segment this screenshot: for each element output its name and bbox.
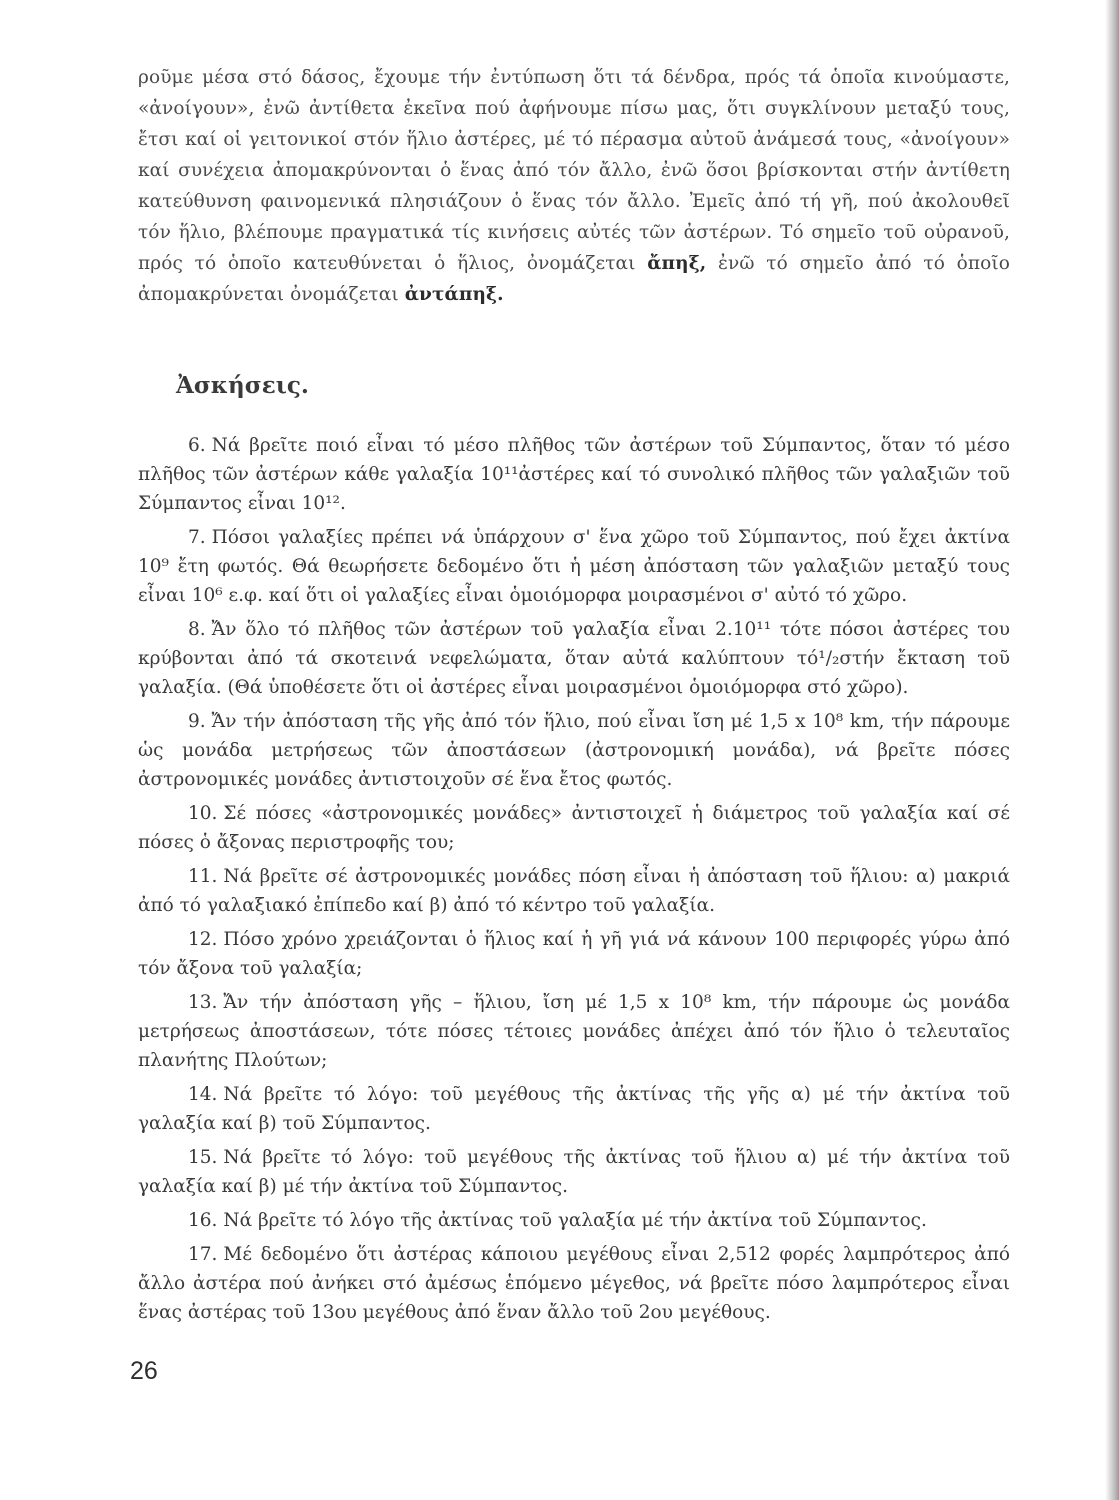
exercise-10 <box>138 799 1010 857</box>
exercise-11 <box>138 862 1010 920</box>
exercise-text: Μέ δεδομένο ὅτι ἀστέρας κάποιου μεγέθους εἶναι 2,512 φορές λαμπρότερος ἀπό ἄλλο ἀστέρα πού ἀνήκει στό ἀμέσως ἑπόμενο μέγεθος, νά βρεῖτε πόσο λαμπρότερος εἶναι ἕνας ἀστέρας τοῦ 13ου μεγέθους ἀπό ἕναν ἄλλο τοῦ 2ου μεγέθους. <box>138 1244 1010 1323</box>
exercise-16 <box>138 1206 1010 1235</box>
exercise-text: Νά βρεῖτε ποιό εἶναι τό μέσο πλῆθος τῶν ἀστέρων τοῦ Σύμπαντος, ὅταν τό μέσο πλῆθος τῶν ἀστέρων κάθε γαλαξία 10¹¹ἀστέρες καί τό συνολικό πλῆθος τῶν γαλαξιῶν τοῦ Σύμπαντος εἶναι 10¹². <box>138 435 1010 514</box>
exercise-number: 9. <box>188 711 206 732</box>
section-heading: Ἀσκήσεις. <box>176 372 309 399</box>
exercise-number: 13. <box>188 992 218 1013</box>
exercise-number: 8. <box>188 619 206 640</box>
exercise-number: 6. <box>188 435 206 456</box>
exercise-14 <box>138 1080 1010 1138</box>
exercise-text: Ἄν τήν ἀπόσταση τῆς γῆς ἀπό τόν ἥλιο, πού εἶναι ἴση μέ 1,5 x 10⁸ km, τήν πάρουμε ὡς μονάδα μετρήσεως τῶν ἀποστάσεων (ἀστρονομική μονάδα), νά βρεῖτε πόσες ἀστρονομικές μονάδες ἀντιστοιχοῦν σέ ἕνα ἔτος φωτός. <box>138 711 1010 790</box>
exercise-17 <box>138 1240 1010 1327</box>
exercise-text: Πόσο χρόνο χρειάζονται ὁ ἥλιος καί ἡ γῆ γιά νά κάνουν 100 περιφορές γύρω ἀπό τόν ἄξονα τοῦ γαλαξία; <box>138 929 1010 979</box>
exercise-number: 7. <box>188 527 206 548</box>
exercise-number: 17. <box>188 1244 218 1265</box>
exercise-7 <box>138 523 1010 610</box>
page-number: 26 <box>130 1357 158 1385</box>
exercise-text: Νά βρεῖτε σέ ἀστρονομικές μονάδες πόση εἶναι ἡ ἀπόσταση τοῦ ἥλιου: α) μακριά ἀπό τό γαλαξιακό ἐπίπεδο καί β) ἀπό τό κέντρο τοῦ γαλαξία. <box>138 866 1010 916</box>
exercise-number: 16. <box>188 1210 218 1231</box>
term-apex: ἄπηξ, <box>647 253 707 274</box>
exercise-text: Ἄν ὅλο τό πλῆθος τῶν ἀστέρων τοῦ γαλαξία εἶναι 2.10¹¹ τότε πόσοι ἀστέρες του κρύβονται ἀπό τά σκοτεινά νεφελώματα, ὅταν αὐτά καλύπτουν τό¹/₂στήν ἔκταση τοῦ γαλαξία. (Θά ὑποθέσετε ὅτι οἱ ἀστέρες εἶναι μοιρασμένοι ὁμοιόμορφα στό χῶρο). <box>138 619 1010 698</box>
exercise-9 <box>138 707 1010 794</box>
exercise-text: Νά βρεῖτε τό λόγο: τοῦ μεγέθους τῆς ἀκτίνας τοῦ ἥλιου α) μέ τήν ἀκτίνα τοῦ γαλαξία καί β) μέ τήν ἀκτίνα τοῦ Σύμπαντος. <box>138 1147 1010 1197</box>
term-antapex: ἀντάπηξ. <box>404 284 504 305</box>
exercise-13 <box>138 988 1010 1075</box>
exercise-list <box>138 431 1010 1327</box>
intro-text-2: ἐνῶ τό σημεῖο ἀπό τό ὁποῖο ἀπομακρύνεται ὀνομάζεται <box>138 253 1010 305</box>
exercise-15 <box>138 1143 1010 1201</box>
exercise-text: Πόσοι γαλαξίες πρέπει νά ὑπάρχουν σ' ἕνα χῶρο τοῦ Σύμπαντος, πού ἔχει ἀκτίνα 10⁹ ἔτη φωτός. Θά θεωρήσετε δεδομένο ὅτι ἡ μέση ἀπόσταση τῶν γαλαξιῶν μεταξύ τους εἶναι 10⁶ ε.φ. καί ὅτι οἱ γαλαξίες εἶναι ὁμοιόμορφα μοιρασμένοι σ' αὐτό τό χῶρο. <box>138 527 1010 606</box>
exercise-number: 12. <box>188 929 218 950</box>
exercise-number: 10. <box>188 803 218 824</box>
exercise-12 <box>138 925 1010 983</box>
intro-paragraph <box>138 62 1010 310</box>
exercise-text: Σέ πόσες «ἀστρονομικές μονάδες» ἀντιστοιχεῖ ἡ διάμετρος τοῦ γαλαξία καί σέ πόσες ὁ ἄξονας περιστροφῆς του; <box>138 803 1010 853</box>
page-edge-shadow <box>1105 0 1119 1500</box>
exercise-text: Ἄν τήν ἀπόσταση γῆς – ἥλιου, ἴση μέ 1,5 x 10⁸ km, τήν πάρουμε ὡς μονάδα μετρήσεως ἀποστάσεων, τότε πόσες τέτοιες μονάδες ἀπέχει ἀπό τόν ἥλιο ὁ τελευταῖος πλανήτης Πλούτων; <box>138 992 1010 1071</box>
document-page <box>138 62 1010 1332</box>
exercise-number: 11. <box>188 866 218 887</box>
exercise-number: 15. <box>188 1147 218 1168</box>
intro-text-1: ροῦμε μέσα στό δάσος, ἔχουμε τήν ἐντύπωση ὅτι τά δένδρα, πρός τά ὁποῖα κινούμαστε, «ἀνοίγουν», ἐνῶ ἀντίθετα ἐκεῖνα πού ἀφήνουμε πίσω μας, ὅτι συγκλίνουν μεταξύ τους, ἔτσι καί οἱ γειτονικοί στόν ἥλιο ἀστέρες, μέ τό πέρασμα αὐτοῦ ἀνάμεσά τους, «ἀνοίγουν» καί συνέχεια ἀπομακρύνονται ὁ ἕνας ἀπό τόν ἄλλο, ἐνῶ ὅσοι βρίσκονται στήν ἀντίθετη κατεύθυνση φαινομενικά πλησιάζουν ὁ ἕνας τόν ἄλλο. Ἐμεῖς ἀπό τή γῆ, πού ἀκολουθεῖ τόν ἥλιο, βλέπουμε πραγματικά τίς κινήσεις αὐτές τῶν ἀστέρων. Τό σημεῖο τοῦ οὐρανοῦ, πρός τό ὁποῖο κατευθύνεται ὁ ἥλιος, ὀνομάζεται <box>138 67 1010 274</box>
exercise-number: 14. <box>188 1084 218 1105</box>
exercise-6 <box>138 431 1010 518</box>
exercise-text: Νά βρεῖτε τό λόγο: τοῦ μεγέθους τῆς ἀκτίνας τῆς γῆς α) μέ τήν ἀκτίνα τοῦ γαλαξία καί β) τοῦ Σύμπαντος. <box>138 1084 1010 1134</box>
exercise-text: Νά βρεῖτε τό λόγο τῆς ἀκτίνας τοῦ γαλαξία μέ τήν ἀκτίνα τοῦ Σύμπαντος. <box>223 1210 927 1231</box>
exercise-8 <box>138 615 1010 702</box>
